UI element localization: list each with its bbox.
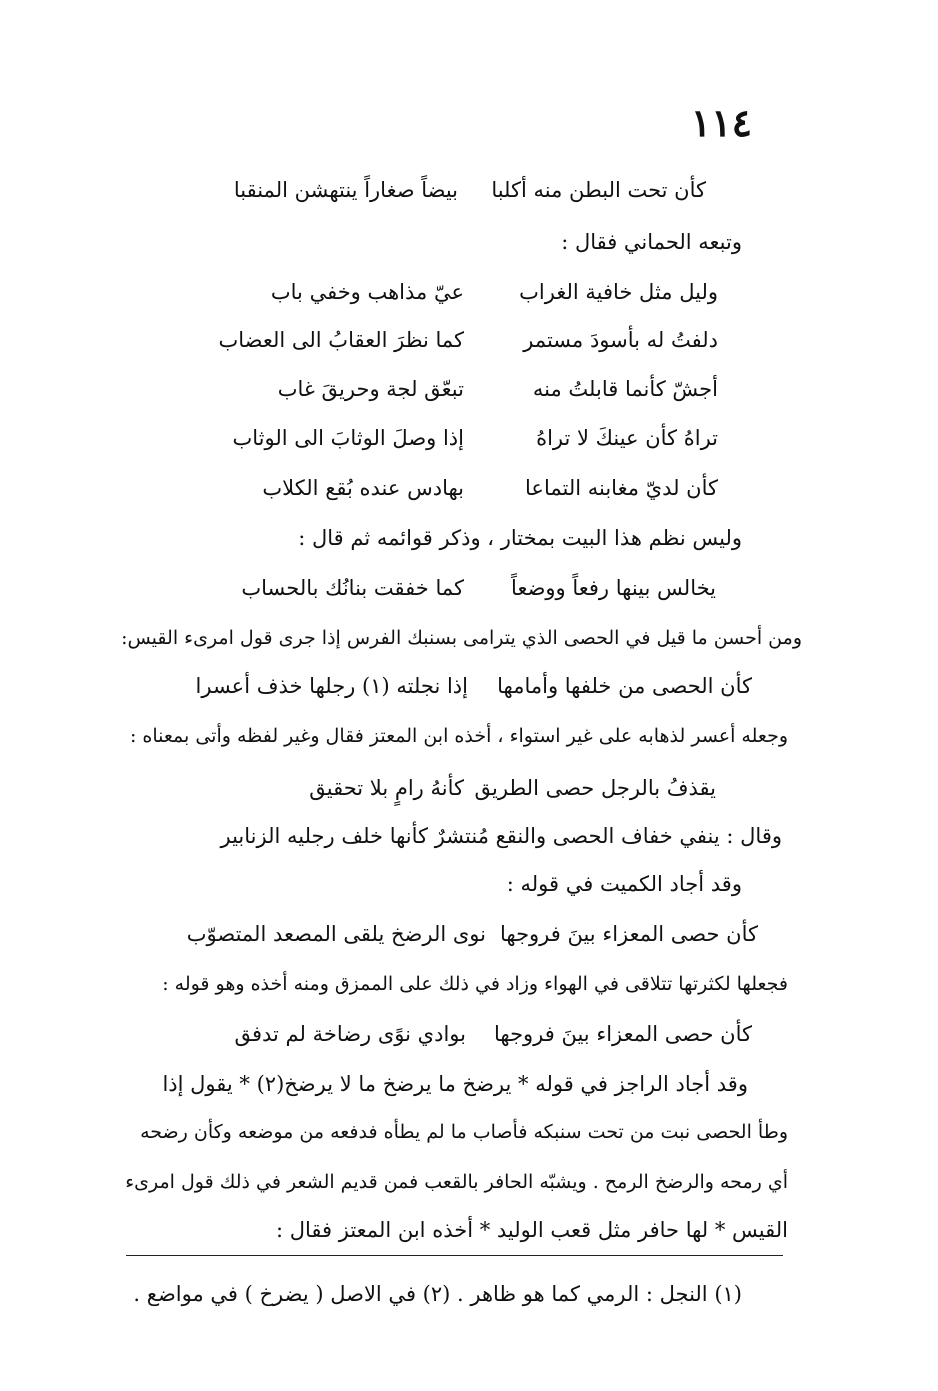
verse-hemistich: بوادي نوًى رضاخة لم تدفق [234,1022,466,1046]
verse-hemistich: كأن حصى المعزاء بينَ فروجها [493,1022,752,1046]
text-line: وطأ الحصى نبت من تحت سنبكه فأصاب ما لم يطأه فدفعه من موضعه وكأن رضحه [140,1121,788,1143]
verse-hemistich: يخالس بينها رفعاً ووضعاً [511,576,716,600]
footnote-divider [126,1255,783,1256]
verse-hemistich: دلفتُ له بأسودَ مستمر [523,328,718,352]
text-line: وقد أجاد الكميت في قوله : [506,872,742,896]
verse-hemistich: بهادس عنده بُقع الكلاب [262,476,464,500]
verse-hemistich: إذا نجلته (١) رجلها خذف أعسرا [195,674,468,698]
verse-hemistich: نوى الرضخ يلقى المصعد المتصوّب [186,922,486,946]
text-line: وليس نظم هذا البيت بمختار ، وذكر قوائمه ثم قال : [298,526,742,550]
verse-hemistich: تبعّق لجة وحريقَ غاب [277,377,464,401]
text-line: وجعله أعسر لذهابه على غير استواء ، أخذه ابن المعتز فقال وغير لفظه وأتى بمعناه : [129,725,788,747]
verse-hemistich: أجشّ كأنما قابلتُ منه [532,377,718,401]
text-line: وقد أجاد الراجز في قوله * يرضخ ما يرضخ ما لا يرضخ(٢) * يقول إذا [162,1072,748,1096]
text-line: وتبعه الحماني فقال : [561,230,742,254]
text-line: ومن أحسن ما قيل في الحصى الذي يترامى بسنبك الفرس إذا جرى قول امرىء القيس: [121,627,802,649]
verse-hemistich: عيّ مذاهب وخفي باب [270,280,464,304]
verse-hemistich: كما نظرَ العقابُ الى العضاب [218,328,464,352]
footnote: (١) النجل : الرمي كما هو ظاهر . (٢) في الاصل ( يضرخ ) في مواضع . [133,1282,742,1306]
verse-hemistich: يقذفُ بالرجل حصى الطريق [474,776,716,800]
text-line: أي رمحه والرضخ الرمح . ويشبّه الحافر بالقعب فمن قديم الشعر في ذلك قول امرىء [125,1171,788,1193]
verse-hemistich: وليل مثل خافية الغراب [519,280,718,304]
text-line: القيس * لها حافر مثل قعب الوليد * أخذه ابن المعتز فقال : [276,1218,788,1242]
verse-hemistich: كأن لديّ مغابنه التماعا [525,476,718,500]
verse-hemistich: كأن الحصى من خلفها وأمامها [497,674,752,698]
verse-hemistich: تراهُ كأن عينكَ لا تراهُ [536,426,718,450]
verse-hemistich: كأن حصى المعزاء بينَ فروجها [499,922,758,946]
verse-hemistich: كأنهُ رامٍ بلا تحقيق [309,776,464,800]
verse-hemistich: كما خفقت بنانُك بالحساب [241,576,464,600]
verse-hemistich: بيضاً صغاراً ينتهشن المنقبا [233,178,458,202]
verse-hemistich: إذا وصلَ الوثابَ الى الوثاب [232,426,464,450]
text-line: فجعلها لكثرتها تتلاقى في الهواء وزاد في ذلك على الممزق ومنه أخذه وهو قوله : [162,973,788,995]
text-line: وقال : ينفي خفاف الحصى والنقع مُنتشرٌ كأنها خلف رجليه الزنابير [220,824,782,848]
page-number: ١١٤ [690,100,752,145]
verse-hemistich: كأن تحت البطن منه أكلبا [491,178,706,202]
